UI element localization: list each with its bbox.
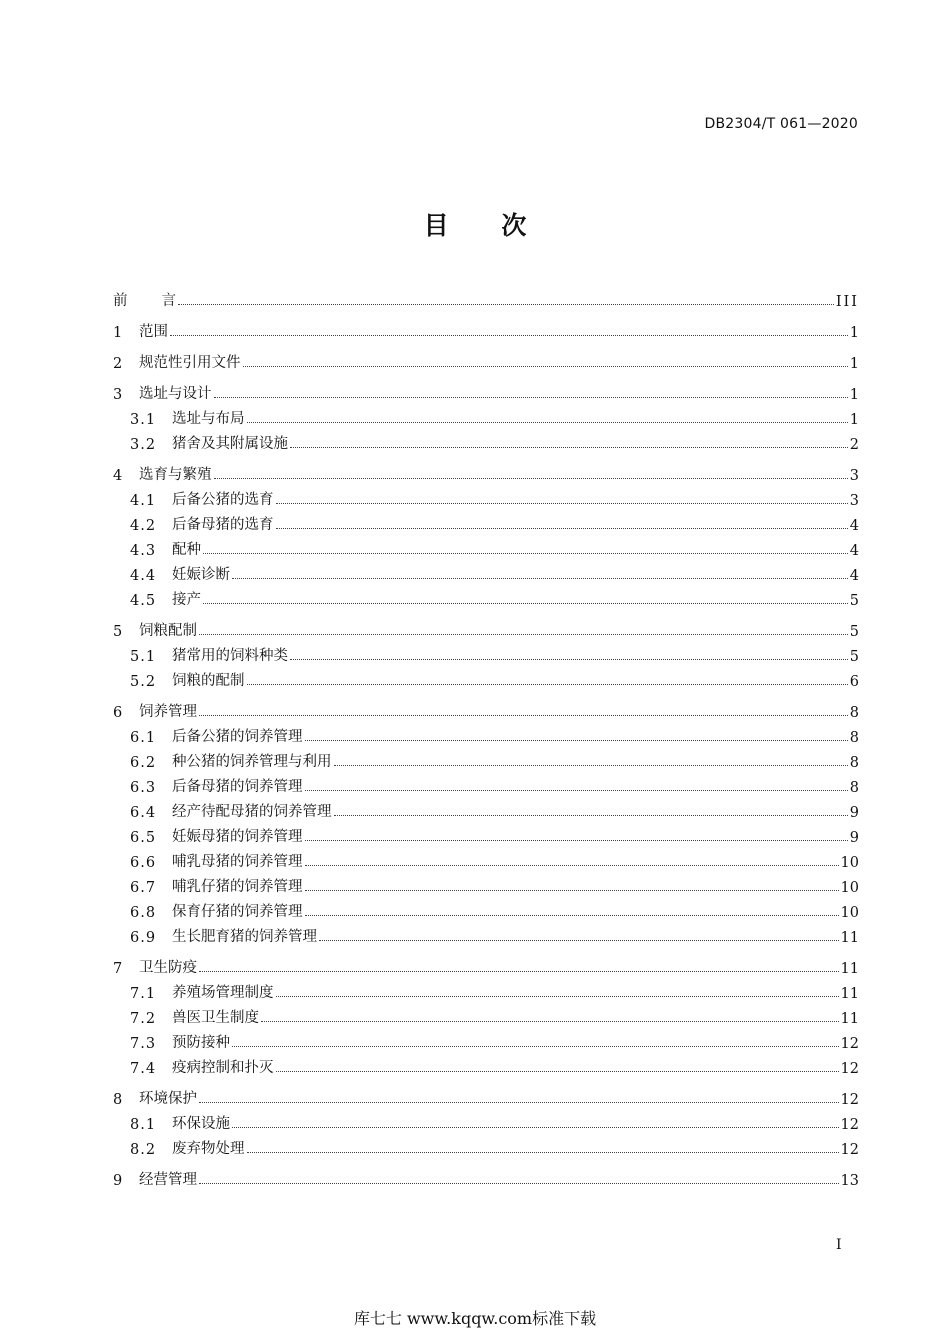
toc-entry-page: 8 — [849, 730, 859, 746]
toc-entry-number: 6 — [113, 705, 123, 721]
toc-entry-number: 8.2 — [130, 1142, 157, 1158]
toc-entry[interactable] — [113, 796, 859, 821]
toc-entry-page: III — [835, 294, 859, 310]
toc-entry[interactable] — [113, 559, 859, 584]
toc-entry-number: 5.1 — [130, 649, 157, 665]
toc-entry-page: 5 — [849, 649, 859, 665]
toc-entry-number: 8.1 — [130, 1117, 157, 1133]
toc-entry-page: 4 — [849, 568, 859, 584]
toc-entry-number: 1 — [113, 325, 123, 341]
toc-leader-dots — [199, 971, 839, 972]
toc-entry-text: 后备母猪的饲养管理 — [172, 779, 303, 795]
toc-entry[interactable] — [113, 615, 859, 640]
toc-entry-page: 8 — [849, 705, 859, 721]
page-title — [0, 206, 950, 242]
toc-entry-text: 生长肥育猪的饲养管理 — [172, 929, 317, 945]
toc-entry[interactable] — [113, 403, 859, 428]
toc-entry-text: 选址与设计 — [139, 386, 212, 402]
toc-entry[interactable] — [113, 696, 859, 721]
title-char-2: 次 — [501, 211, 527, 240]
toc-leader-dots — [247, 422, 848, 423]
toc-entry-number: 7 — [113, 961, 123, 977]
toc-leader-dots — [276, 528, 848, 529]
toc-entry[interactable] — [113, 459, 859, 484]
toc-entry-number: 6.4 — [130, 805, 157, 821]
toc-entry-page: 12 — [840, 1142, 859, 1158]
toc-entry-number: 4.3 — [130, 543, 157, 559]
table-of-contents — [113, 285, 859, 1189]
toc-entry[interactable] — [113, 378, 859, 403]
toc-entry-page: 11 — [840, 986, 859, 1002]
toc-entry[interactable] — [113, 846, 859, 871]
toc-leader-dots — [305, 790, 848, 791]
toc-entry-number: 8 — [113, 1092, 123, 1108]
toc-entry-text: 哺乳母猪的饲养管理 — [172, 854, 303, 870]
toc-leader-dots — [334, 815, 848, 816]
toc-entry-page: 2 — [849, 437, 859, 453]
toc-entry-text: 选址与布局 — [172, 411, 245, 427]
toc-leader-dots — [232, 578, 848, 579]
toc-leader-dots — [203, 603, 848, 604]
title-char-1: 目 — [423, 211, 449, 240]
toc-leader-dots — [203, 553, 848, 554]
toc-leader-dots — [232, 1127, 839, 1128]
toc-entry-number: 5.2 — [130, 674, 157, 690]
toc-entry-page: 12 — [840, 1061, 859, 1077]
toc-entry-text: 环境保护 — [139, 1091, 197, 1107]
toc-entry[interactable] — [113, 977, 859, 1002]
toc-entry-text: 饲粮的配制 — [172, 673, 245, 689]
toc-entry[interactable] — [113, 771, 859, 796]
toc-entry-number: 7.1 — [130, 986, 157, 1002]
toc-entry-text: 卫生防疫 — [139, 960, 197, 976]
toc-entry[interactable] — [113, 821, 859, 846]
toc-leader-dots — [305, 840, 848, 841]
toc-entry-number: 5 — [113, 624, 123, 640]
toc-entry-text: 接产 — [172, 592, 201, 608]
toc-entry-text: 妊娠母猪的饲养管理 — [172, 829, 303, 845]
toc-entry-text: 妊娠诊断 — [172, 567, 230, 583]
toc-leader-dots — [199, 1102, 839, 1103]
toc-entry-text: 后备公猪的选育 — [172, 492, 274, 508]
toc-entry[interactable] — [113, 1052, 859, 1077]
toc-entry-text: 规范性引用文件 — [139, 355, 241, 371]
toc-entry-number: 6.9 — [130, 930, 157, 946]
toc-entry-text — [113, 289, 176, 310]
toc-entry-page: 9 — [849, 830, 859, 846]
toc-entry-number: 6.2 — [130, 755, 157, 771]
toc-entry-text: 预防接种 — [172, 1035, 230, 1051]
toc-entry-text: 经产待配母猪的饲养管理 — [172, 804, 332, 820]
toc-entry[interactable] — [113, 1083, 859, 1108]
toc-entry-text: 保育仔猪的饲养管理 — [172, 904, 303, 920]
toc-entry[interactable] — [113, 584, 859, 609]
toc-entry-number: 4 — [113, 468, 123, 484]
toc-entry-text: 猪常用的饲料种类 — [172, 648, 288, 664]
toc-entry-number: 7.4 — [130, 1061, 157, 1077]
toc-entry-text: 选育与繁殖 — [139, 467, 212, 483]
toc-entry[interactable] — [113, 1027, 859, 1052]
toc-entry[interactable] — [113, 428, 859, 453]
toc-leader-dots — [334, 765, 848, 766]
toc-entry-text: 养殖场管理制度 — [172, 985, 274, 1001]
toc-leader-dots — [247, 1152, 839, 1153]
toc-entry-page: 5 — [849, 624, 859, 640]
toc-entry-page: 1 — [849, 356, 859, 372]
toc-entry-page: 13 — [840, 1173, 859, 1189]
toc-entry-page: 1 — [849, 387, 859, 403]
toc-leader-dots — [276, 503, 848, 504]
toc-leader-dots — [290, 659, 848, 660]
toc-entry-page: 11 — [840, 930, 859, 946]
toc-entry-page: 12 — [840, 1092, 859, 1108]
toc-leader-dots — [199, 715, 848, 716]
toc-leader-dots — [305, 915, 839, 916]
toc-entry-page: 3 — [849, 493, 859, 509]
toc-entry[interactable] — [113, 1133, 859, 1158]
toc-entry-number: 4.2 — [130, 518, 157, 534]
preface-char-1: 前 — [113, 293, 128, 309]
toc-entry-text: 后备公猪的饲养管理 — [172, 729, 303, 745]
toc-leader-dots — [178, 304, 834, 305]
toc-entry-number: 6.7 — [130, 880, 157, 896]
toc-entry-text: 饲粮配制 — [139, 623, 197, 639]
toc-entry[interactable] — [113, 640, 859, 665]
toc-entry-text: 疫病控制和扑灭 — [172, 1060, 274, 1076]
toc-entry[interactable] — [113, 1002, 859, 1027]
toc-entry-text: 环保设施 — [172, 1116, 230, 1132]
toc-entry-page: 4 — [849, 543, 859, 559]
toc-entry-number: 3.2 — [130, 437, 157, 453]
toc-entry-number: 4.5 — [130, 593, 157, 609]
toc-entry-list — [113, 316, 859, 1189]
toc-entry-number: 6.3 — [130, 780, 157, 796]
toc-entry-number: 6.8 — [130, 905, 157, 921]
toc-entry-page: 10 — [840, 880, 859, 896]
toc-entry-number: 7.2 — [130, 1011, 157, 1027]
toc-entry-number: 6.5 — [130, 830, 157, 846]
toc-entry-number: 2 — [113, 356, 123, 372]
toc-entry[interactable] — [113, 509, 859, 534]
toc-entry-page: 6 — [849, 674, 859, 690]
toc-entry-text: 经营管理 — [139, 1172, 197, 1188]
toc-leader-dots — [305, 890, 839, 891]
toc-entry[interactable] — [113, 1108, 859, 1133]
toc-entry-text: 范围 — [139, 324, 168, 340]
toc-entry[interactable] — [113, 484, 859, 509]
toc-entry-page: 3 — [849, 468, 859, 484]
toc-entry-page: 9 — [849, 805, 859, 821]
toc-entry-number: 4.1 — [130, 493, 157, 509]
toc-entry-text: 废弃物处理 — [172, 1141, 245, 1157]
toc-leader-dots — [305, 865, 839, 866]
standard-code: DB2304/T 061—2020 — [704, 116, 858, 132]
toc-leader-dots — [199, 1183, 839, 1184]
toc-leader-dots — [276, 996, 839, 997]
toc-leader-dots — [319, 940, 839, 941]
toc-leader-dots — [214, 397, 848, 398]
toc-entry-text: 饲养管理 — [139, 704, 197, 720]
toc-entry-page: 8 — [849, 755, 859, 771]
toc-leader-dots — [261, 1021, 839, 1022]
toc-entry-page: 12 — [840, 1036, 859, 1052]
toc-entry-text: 猪舍及其附属设施 — [172, 436, 288, 452]
toc-entry-page: 11 — [840, 1011, 859, 1027]
toc-entry-number: 7.3 — [130, 1036, 157, 1052]
toc-entry[interactable] — [113, 347, 859, 372]
toc-entry-number: 3 — [113, 387, 123, 403]
toc-leader-dots — [247, 684, 848, 685]
page-folio: I — [836, 1237, 842, 1253]
toc-entry-text: 种公猪的饲养管理与利用 — [172, 754, 332, 770]
toc-entry-text: 配种 — [172, 542, 201, 558]
toc-leader-dots — [199, 634, 848, 635]
preface-char-2: 言 — [161, 293, 176, 309]
toc-entry-text: 后备母猪的选育 — [172, 517, 274, 533]
toc-entry[interactable] — [113, 952, 859, 977]
toc-entry-page: 10 — [840, 855, 859, 871]
toc-entry-text: 哺乳仔猪的饲养管理 — [172, 879, 303, 895]
toc-entry-preface[interactable] — [113, 285, 859, 310]
toc-entry-page: 8 — [849, 780, 859, 796]
toc-entry-page: 5 — [849, 593, 859, 609]
toc-entry-number: 9 — [113, 1173, 123, 1189]
toc-leader-dots — [232, 1046, 839, 1047]
toc-entry-page: 4 — [849, 518, 859, 534]
toc-entry-page: 1 — [849, 412, 859, 428]
toc-leader-dots — [170, 335, 848, 336]
toc-entry[interactable] — [113, 721, 859, 746]
toc-entry[interactable] — [113, 665, 859, 690]
toc-entry-text: 兽医卫生制度 — [172, 1010, 259, 1026]
toc-entry-number: 6.1 — [130, 730, 157, 746]
toc-leader-dots — [276, 1071, 839, 1072]
toc-entry[interactable] — [113, 871, 859, 896]
toc-leader-dots — [290, 447, 848, 448]
toc-leader-dots — [214, 478, 848, 479]
toc-entry[interactable] — [113, 534, 859, 559]
toc-entry[interactable] — [113, 1164, 859, 1189]
footer-watermark: 库七七 www.kqqw.com标准下载 — [353, 1309, 597, 1328]
toc-entry-page: 1 — [849, 325, 859, 341]
toc-entry-page: 11 — [840, 961, 859, 977]
toc-entry[interactable] — [113, 316, 859, 341]
toc-entry-number: 6.6 — [130, 855, 157, 871]
toc-leader-dots — [305, 740, 848, 741]
toc-entry[interactable] — [113, 921, 859, 946]
toc-leader-dots — [243, 366, 848, 367]
toc-entry-number: 4.4 — [130, 568, 157, 584]
toc-entry[interactable] — [113, 896, 859, 921]
toc-entry[interactable] — [113, 746, 859, 771]
toc-entry-page: 10 — [840, 905, 859, 921]
toc-entry-page: 12 — [840, 1117, 859, 1133]
toc-entry-number: 3.1 — [130, 412, 157, 428]
